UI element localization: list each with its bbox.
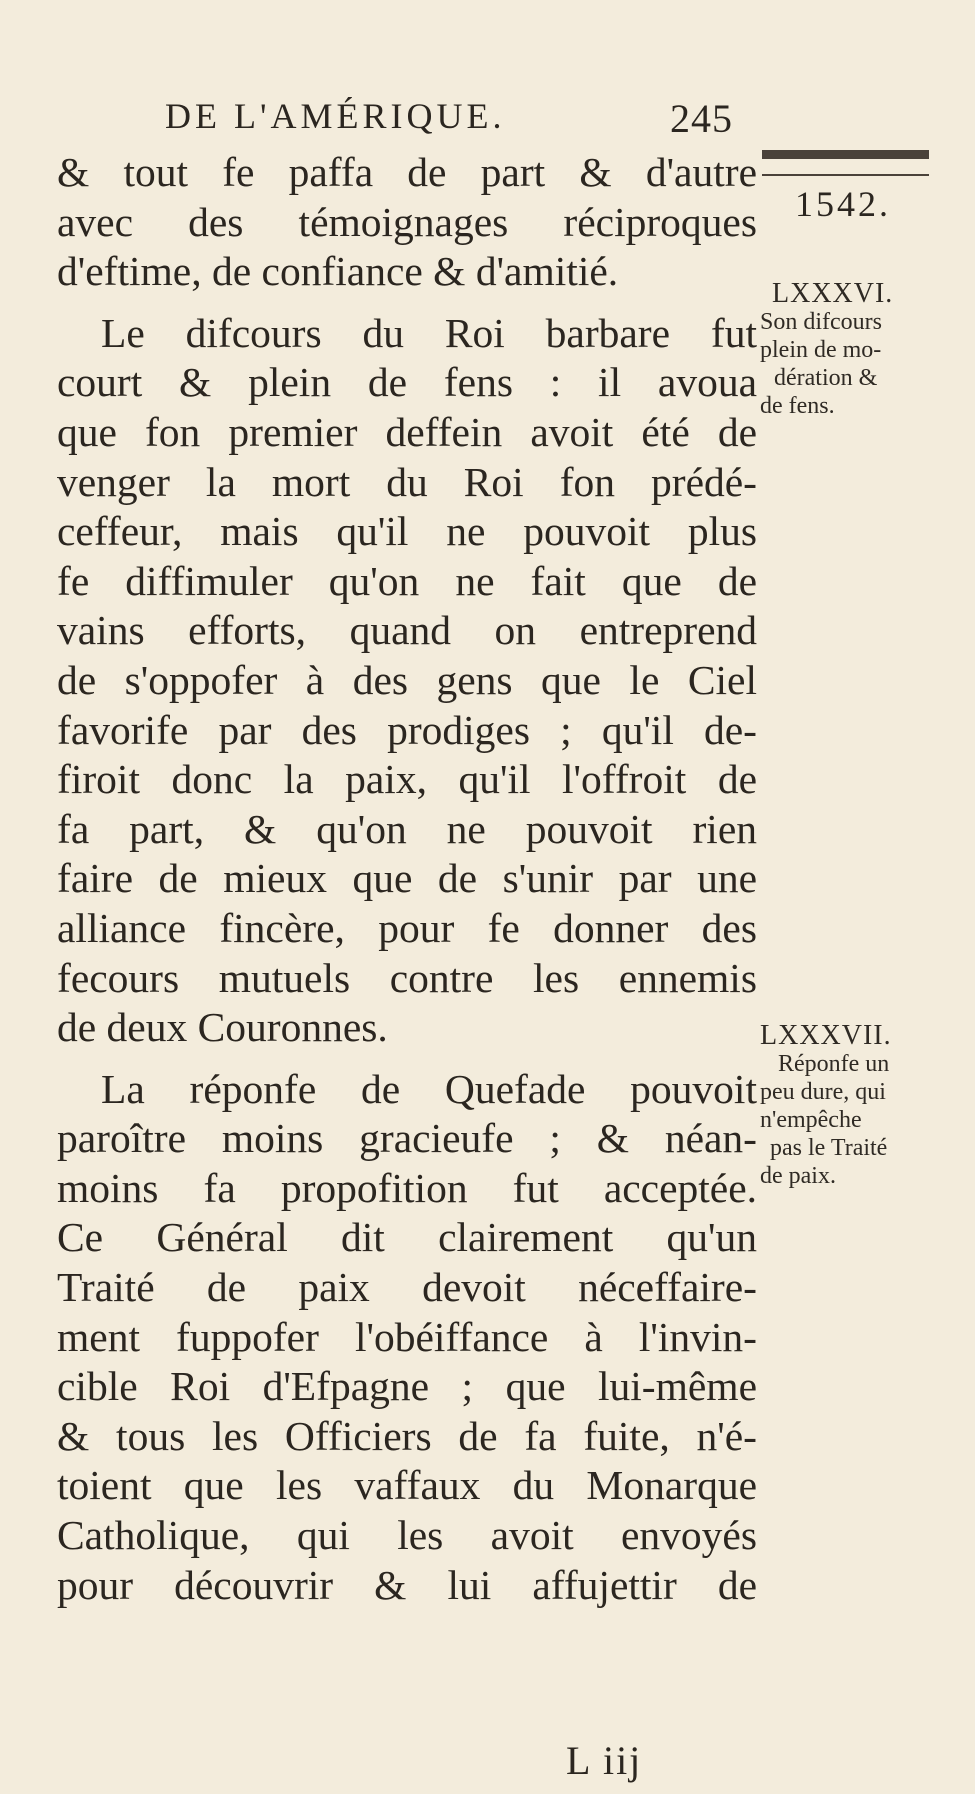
text-line: court & plein de fens : il avoua [57,359,757,406]
text-line: fecours mutuels contre les ennemis [57,954,757,1001]
text-line: & tout fe paffa de part & d'autre [57,149,757,195]
text-line: Le difcours du Roi barbare fut [101,309,757,356]
margin-note-line: de fens. [760,393,835,419]
text-line: venger la mort du Roi fon prédé- [57,458,757,505]
text-line: Traité de paix devoit néceffaire- [57,1264,757,1311]
text-line: Ce Général dit clairement qu'un [57,1214,757,1261]
margin-note-number: LXXXVII. [760,1020,892,1051]
margin-note-line: peu dure, qui [760,1079,886,1105]
text-line: de s'oppofer à des gens que le Ciel [57,656,757,703]
text-line: firoit donc la paix, qu'il l'offroit de [57,756,757,803]
text-line: vains efforts, quand on entreprend [57,607,757,654]
margin-note-line: de paix. [760,1163,836,1189]
text-line: d'eftime, de confiance & d'amitié. [57,248,619,295]
margin-note-86 [760,280,940,420]
main-text [57,148,757,1610]
text-line: alliance fincère, pour fe donner des [57,904,757,951]
margin-year: 1542. [795,184,891,224]
running-title: DE L'AMÉRIQUE. [165,96,506,136]
margin-note-line: n'empêche [760,1107,862,1133]
margin-rule-thin [762,174,929,176]
text-line: faire de mieux que de s'unir par une [57,855,757,902]
text-line: toient que les vaffaux du Monarque [57,1462,757,1509]
text-line: de deux Couronnes. [57,1004,388,1051]
page-number: 245 [670,96,733,141]
text-line: moins fa propofition fut acceptée. [57,1164,757,1211]
text-line: ment fuppofer l'obéiffance à l'invin- [57,1313,757,1360]
text-line: fa part, & qu'on ne pouvoit rien [57,805,757,852]
margin-note-line: Réponfe un [778,1051,890,1077]
text-line: ceffeur, mais qu'il ne pouvoit plus [57,508,757,555]
text-line: Catholique, qui les avoit envoyés [57,1512,757,1559]
text-line: & tous les Officiers de fa fuite, n'é- [57,1412,757,1459]
margin-note-line: pas le Traité [770,1135,888,1161]
running-header [165,95,765,141]
paragraph-3 [57,1065,757,1611]
text-line: pour découvrir & lui affujettir de [57,1561,757,1608]
paragraph-1 [57,148,757,297]
margin-note-line: plein de mo- [760,337,882,363]
margin-note-87 [760,1022,940,1190]
margin-rule-thick [762,150,929,159]
margin-note-line: dération & [774,365,878,391]
text-line: cible Roi d'Efpagne ; que lui-même [57,1363,757,1410]
text-line: La réponfe de Quefade pouvoit [101,1065,757,1112]
margin-note-line: Son difcours [760,309,882,335]
text-line: avec des témoignages réciproques [57,198,757,245]
text-line: fe diffimuler qu'on ne fait que de [57,557,757,604]
text-line: que fon premier deffein avoit été de [57,408,757,455]
signature-mark: L iij [566,1738,643,1783]
margin-note-number: LXXXVI. [772,278,894,309]
text-line: favorife par des prodiges ; qu'il de- [57,706,757,753]
paragraph-2 [57,309,757,1053]
text-line: paroître moins gracieufe ; & néan- [57,1115,757,1162]
